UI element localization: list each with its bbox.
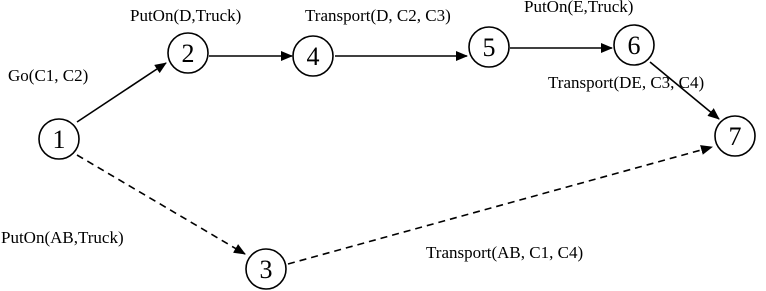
- node-5-label: 5: [482, 33, 496, 62]
- node-3-label: 3: [259, 255, 273, 284]
- node-4: [293, 36, 333, 76]
- node-2: [168, 33, 208, 73]
- edge-1-2: [77, 63, 166, 122]
- edge-label-6-7: Transport(DE, C3, C4): [548, 73, 705, 92]
- node-6: [614, 25, 654, 65]
- node-1-label: 1: [52, 125, 66, 154]
- node-2-label: 2: [181, 39, 195, 68]
- edge-label-1-3: PutOn(AB,Truck): [1, 228, 124, 247]
- node-7-label: 7: [728, 122, 742, 151]
- node-3: [246, 249, 286, 289]
- edge-label-4-5: Transport(D, C2, C3): [305, 6, 451, 25]
- node-7: [715, 116, 755, 156]
- node-5: [469, 27, 509, 67]
- node-1: [39, 119, 79, 159]
- edge-label-3-7: Transport(AB, C1, C4): [426, 243, 584, 262]
- node-6-label: 6: [627, 31, 641, 60]
- edge-label-1-2: Go(C1, C2): [8, 66, 89, 85]
- edge-label-5-6: PutOn(E,Truck): [524, 0, 634, 16]
- node-4-label: 4: [306, 42, 320, 71]
- edge-label-2-4: PutOn(D,Truck): [130, 6, 242, 25]
